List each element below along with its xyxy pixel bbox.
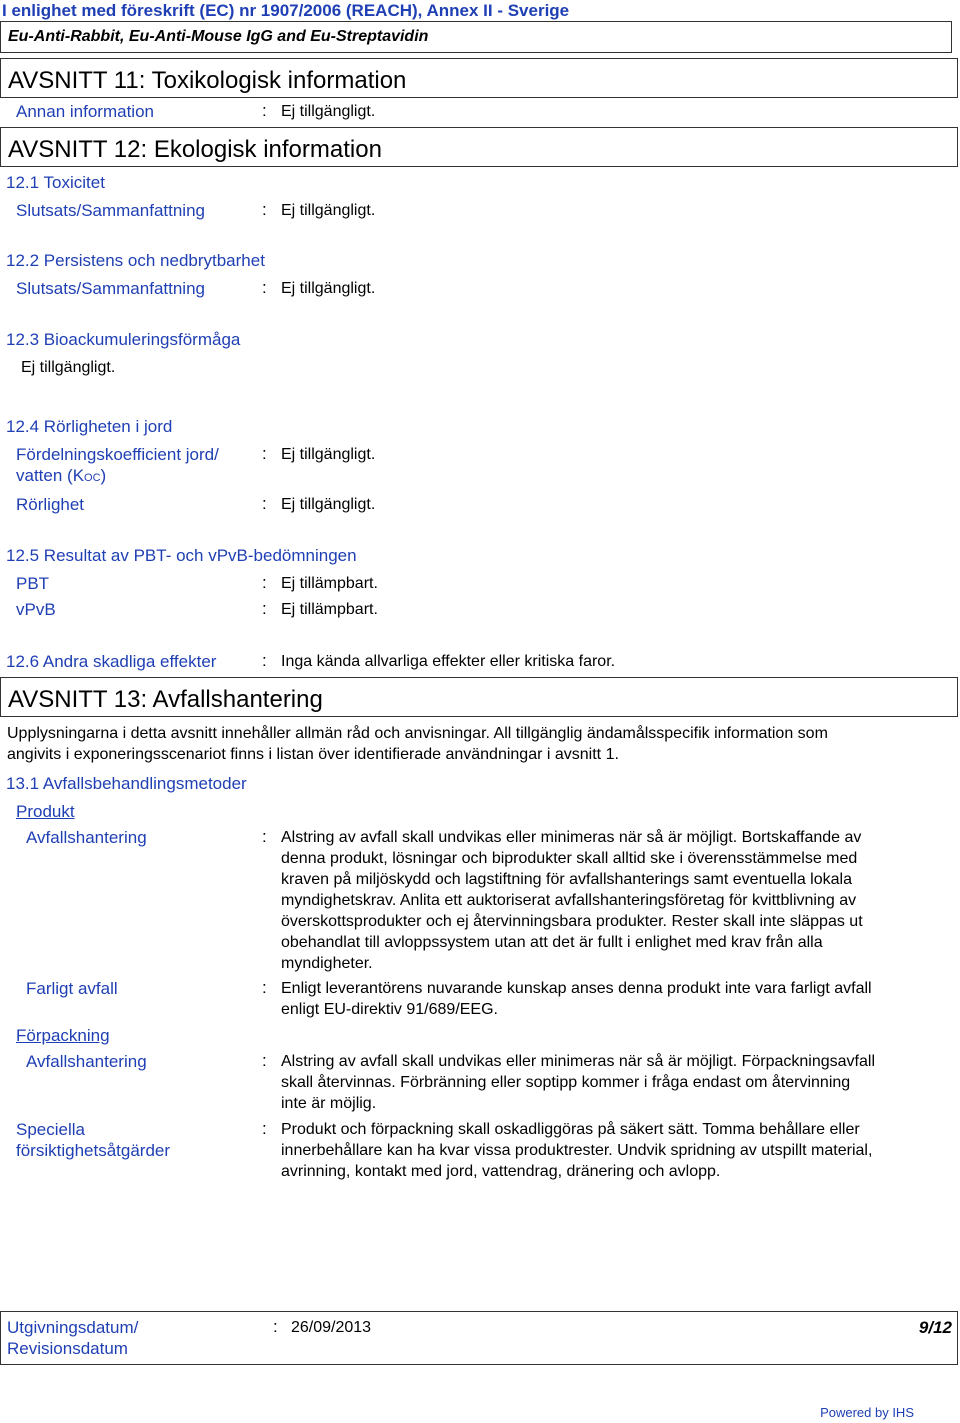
label-line: Revisionsdatum <box>7 1339 128 1358</box>
text-line: avrinning, kontakt med jord, vattendrag, dränering och avlopp. <box>281 1163 721 1180</box>
page-number: 9/12 <box>918 1318 952 1337</box>
persistence-title: 12.2 Persistens och nedbrytbarhet <box>6 251 265 270</box>
product-name: Eu-Anti-Rabbit, Eu-Anti-Mouse IgG and Eu-Streptavidin <box>8 28 429 45</box>
toxicity-title: 12.1 Toxicitet <box>6 173 105 192</box>
text-line: Enligt leverantörens nuvarande kunskap anses denna produkt inte vara farligt avfall <box>281 980 872 997</box>
other-info-label: Annan information <box>16 102 154 121</box>
toxicity-label: Slutsats/Sammanfattning <box>16 201 205 220</box>
text-line: enligt EU-direktiv 91/689/EEG. <box>281 1001 498 1018</box>
intro-line-2: angivits i exponeringsscenariot finns i listan över identifierade användningar i avsnitt 1. <box>7 746 619 763</box>
precautions-label <box>16 1119 170 1161</box>
text-line: inte är möjlig. <box>281 1095 377 1112</box>
hazardous-waste-text <box>281 978 872 1020</box>
mobility-label: Rörlighet <box>16 495 85 514</box>
text-line: kraven på miljöskydd och lagstiftning för avfallshanterings samt eventuella lokala <box>281 871 852 888</box>
product-subheading: Produkt <box>16 802 75 821</box>
colon: : <box>262 1051 267 1070</box>
bioaccumulation-title: 12.3 Bioackumuleringsförmåga <box>6 330 241 349</box>
section-11-heading-box <box>0 58 958 98</box>
text-line: skall återvinnas. Förbränning eller soptipp kommer i fråga endast om återvinning <box>281 1074 851 1091</box>
packaging-disposal-text <box>281 1051 875 1114</box>
pbt-value: Ej tillämpbart. <box>281 575 378 592</box>
colon: : <box>273 1317 278 1336</box>
text-line: obehandlat till avloppssystem utan att det är fullt i enlighet med krav från alla <box>281 934 823 951</box>
koc-subscript: OC <box>84 472 101 484</box>
section-13-heading-box <box>0 677 958 717</box>
other-effects-value: Inga kända allvarliga effekter eller kritiska faror. <box>281 653 616 670</box>
persistence-label: Slutsats/Sammanfattning <box>16 279 205 298</box>
koc-label-line-2: vatten (KOC) <box>16 466 107 485</box>
text-line: överskottsprodukter och ej återvinningsbara produkter. Rester skall inte släppas ut <box>281 913 863 930</box>
label-line: Utgivningsdatum/ <box>7 1318 139 1337</box>
text-line: myndigheter. <box>281 955 373 972</box>
powered-by-link[interactable]: Powered by IHS <box>820 1405 914 1420</box>
label-line: Speciella <box>16 1120 85 1139</box>
colon: : <box>262 599 267 618</box>
disposal-label: Avfallshantering <box>26 828 147 847</box>
mobility-value: Ej tillgängligt. <box>281 496 376 513</box>
colon: : <box>262 1119 267 1138</box>
document-header: I enlighet med föreskrift (EC) nr 1907/2006 (REACH), Annex II - Sverige <box>2 1 570 20</box>
disposal-text <box>281 827 863 974</box>
text-line: denna produkt, lösningar och biprodukter skall alltid ske i överensstämmelse med <box>281 850 858 867</box>
vpvb-label: vPvB <box>16 600 56 619</box>
label-line: försiktighetsåtgärder <box>16 1141 171 1160</box>
section-13-heading: AVSNITT 13: Avfallshantering <box>8 686 323 713</box>
text-line: Produkt och förpackning skall oskadliggöras på säkert sätt. Tomma behållare eller <box>281 1121 860 1138</box>
section-13-intro <box>7 723 942 765</box>
colon: : <box>262 101 267 120</box>
other-effects-label: 12.6 Andra skadliga effekter <box>6 652 217 671</box>
vpvb-value: Ej tillämpbart. <box>281 601 378 618</box>
colon: : <box>262 651 267 670</box>
colon: : <box>262 200 267 219</box>
colon: : <box>262 278 267 297</box>
text-line: Alstring av avfall skall undvikas eller minimeras när så är möjligt. Bortskaffande av <box>281 829 862 846</box>
section-12-heading-box <box>0 127 958 167</box>
text-line: myndighetskrav. Anlita ett auktoriserat avfallshanteringsföretag för kvittblivning av <box>281 892 857 909</box>
koc-label-line-1: Fördelningskoefficient jord/ <box>16 445 219 464</box>
precautions-text <box>281 1119 872 1182</box>
footer-box <box>0 1311 958 1365</box>
text-line: Alstring av avfall skall undvikas eller minimeras när så är möjligt. Förpackningsavfall <box>281 1053 876 1070</box>
persistence-value: Ej tillgängligt. <box>281 280 376 297</box>
other-info-value: Ej tillgängligt. <box>281 103 376 120</box>
text-line: innerbehållare kan ha kvar vissa produktrester. Undvik spridning av utspillt material, <box>281 1142 873 1159</box>
section-11-heading: AVSNITT 11: Toxikologisk information <box>8 67 407 94</box>
colon: : <box>262 494 267 513</box>
intro-line-1: Upplysningarna i detta avsnitt innehåller allmän råd och anvisningar. All tillgänglig ändamålsspecifik information som <box>7 725 828 742</box>
colon: : <box>262 573 267 592</box>
bioaccumulation-value: Ej tillgängligt. <box>21 359 116 376</box>
revision-date-value: 26/09/2013 <box>291 1319 372 1336</box>
packaging-disposal-label: Avfallshantering <box>26 1052 147 1071</box>
pbt-label: PBT <box>16 574 50 593</box>
revision-date-label <box>7 1317 138 1359</box>
mobility-title: 12.4 Rörligheten i jord <box>6 417 173 436</box>
product-name-box <box>0 21 952 53</box>
colon: : <box>262 827 267 846</box>
toxicity-value: Ej tillgängligt. <box>281 202 376 219</box>
hazardous-waste-label: Farligt avfall <box>26 979 118 998</box>
colon: : <box>262 444 267 463</box>
section-12-heading: AVSNITT 12: Ekologisk information <box>8 136 382 163</box>
pbt-title: 12.5 Resultat av PBT- och vPvB-bedömningen <box>6 546 357 565</box>
packaging-subheading: Förpackning <box>16 1026 110 1045</box>
koc-label <box>16 444 219 489</box>
koc-value: Ej tillgängligt. <box>281 446 376 463</box>
colon: : <box>262 978 267 997</box>
disposal-methods-title: 13.1 Avfallsbehandlingsmetoder <box>6 774 247 793</box>
